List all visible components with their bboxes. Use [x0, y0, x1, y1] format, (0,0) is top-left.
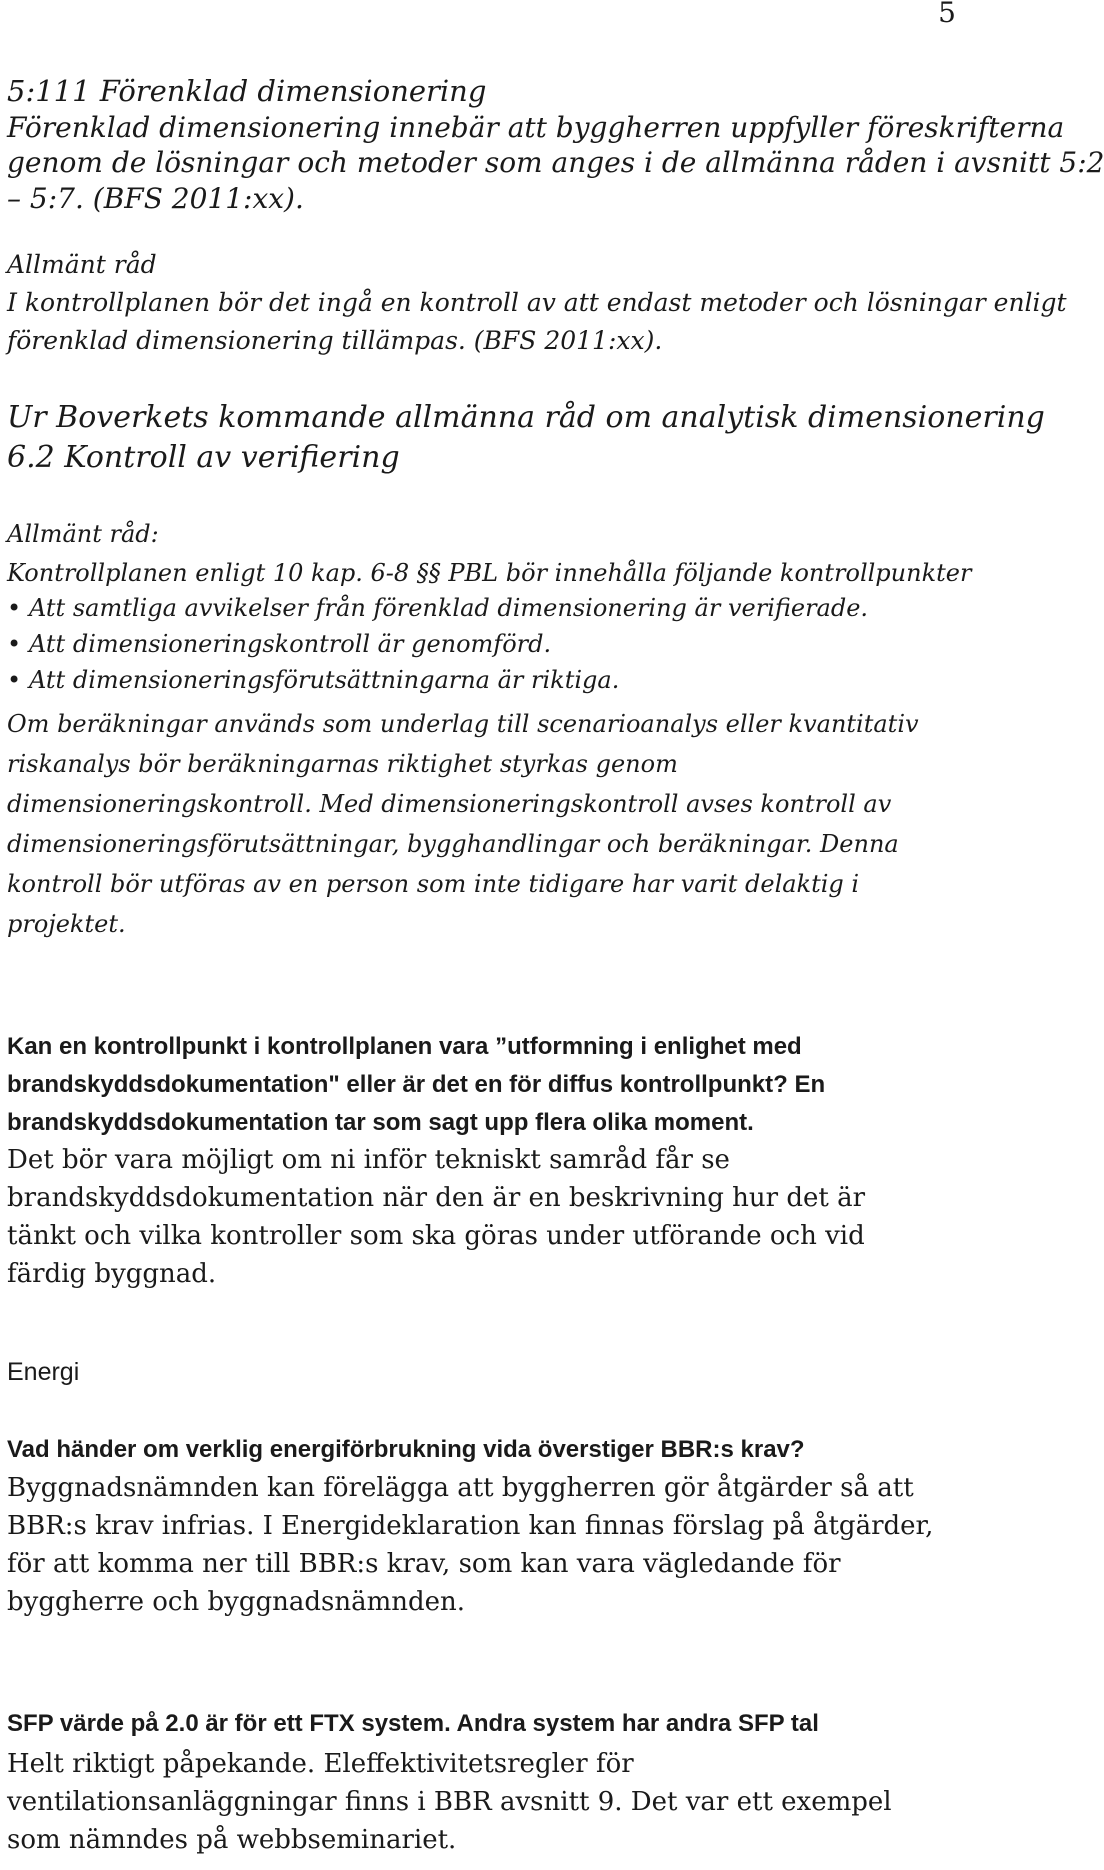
control-points-list — [7, 594, 868, 702]
bullet-icon: • — [7, 630, 22, 658]
answer-sfp: Helt riktigt påpekande. Eleffektivitetsregler för ventilationsanläggningar finns i BBR avsnitt 9. Det var ett exempel som nämndes på webbseminariet. — [7, 1749, 892, 1855]
general-advice-2-heading: Allmänt råd: — [7, 520, 159, 548]
question-sfp: SFP värde på 2.0 är för ett FTX system. Andra system har andra SFP tal — [7, 1710, 819, 1737]
boverket-heading: Ur Boverkets kommande allmänna råd om analytisk dimensionering — [7, 400, 1045, 435]
control-plan-intro: Kontrollplanen enligt 10 kap. 6-8 §§ PBL bör innehålla följande kontrollpunkter — [7, 559, 972, 587]
bullet-icon: • — [7, 666, 22, 694]
dimensioning-paragraph: Om beräkningar används som underlag till scenarioanalys eller kvantitativ riskanalys bör beräkningarnas riktighet styrkas genom dimensioneringskontroll. Med dimensioneringskontroll avses kontroll av dimensioneringsförutsättningar, bygghandlingar och beräkningar. Denna kontroll bör utföras av en person som inte tidigare har varit delaktig i projektet. — [7, 710, 919, 938]
general-advice-line-2: förenklad dimensionering tillämpas. (BFS 2011:xx). — [7, 326, 663, 355]
general-advice-line-1: I kontrollplanen bör det ingå en kontroll av att endast metoder och lösningar enligt — [7, 288, 1067, 317]
section-text-line-2: genom de lösningar och metoder som anges i de allmänna råden i avsnitt 5:2 — [7, 146, 1104, 179]
section-text-line-1: Förenklad dimensionering innebär att byggherren uppfyller föreskrifterna — [7, 111, 1065, 144]
page-number: 5 — [938, 0, 956, 29]
question-energy: Vad händer om verklig energiförbrukning vida överstiger BBR:s krav? — [7, 1436, 805, 1463]
general-advice-heading: Allmänt råd — [7, 250, 157, 279]
list-item: • Att dimensioneringsförutsättningarna är riktiga. — [7, 666, 620, 694]
verification-heading: 6.2 Kontroll av verifiering — [7, 440, 400, 475]
energy-heading: Energi — [7, 1358, 80, 1386]
list-item: • Att dimensioneringskontroll är genomförd. — [7, 630, 552, 658]
answer-control-point: Det bör vara möjligt om ni inför tekniskt samråd får se brandskyddsdokumentation när den är en beskrivning hur det är tänkt och vilka kontroller som ska göras under utförande och vid färdig byggnad. — [7, 1145, 866, 1289]
section-text-line-3: – 5:7. (BFS 2011:xx). — [7, 182, 304, 215]
question-control-point: Kan en kontrollpunkt i kontrollplanen vara ”utformning i enlighet med brandskyddsdokumentation" eller är det en för diffus kontrollpunkt? En brandskyddsdokumentation tar som sagt upp flera olika moment. — [7, 1033, 826, 1136]
answer-energy: Byggnadsnämnden kan förelägga att byggherren gör åtgärder så att BBR:s krav infrias. I Energideklaration kan finnas förslag på åtgärder, för att komma ner till BBR:s krav, som kan vara vägledande för byggherre och byggnadsnämnden. — [7, 1473, 934, 1617]
bullet-icon: • — [7, 594, 22, 622]
section-title: 5:111 Förenklad dimensionering — [7, 74, 487, 108]
list-item: • Att samtliga avvikelser från förenklad dimensionering är verifierade. — [7, 594, 869, 622]
